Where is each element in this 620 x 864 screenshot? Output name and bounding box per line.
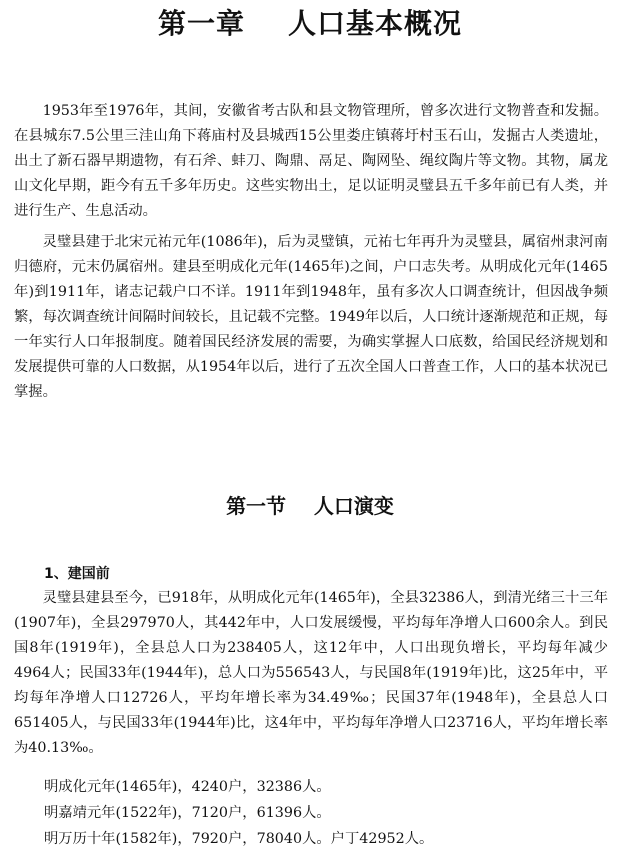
population-record-1: 明成化元年(1465年)，4240户，32386人。 [44, 779, 331, 795]
population-record-3: 明万历十年(1582年)，7920户，78040人。户丁42952人。 [44, 831, 434, 847]
intro-paragraph-1: 1953年至1976年，其间，安徽省考古队和县文物管理所，曾多次进行文物普查和发掘。在县城东7.5公里三洼山角下蒋庙村及县城西15公里娄庄镇蒋圩村玉石山，发掘古人类遗址，出土了新石器早期遗物，有石斧、蚌刀、陶鼎、鬲足、陶网坠、绳纹陶片等文物。其物，属龙山文化早期，距今有五千多年历史。这些实物出土，足以证明灵璧县五千多年前已有人类，并进行生产、生息活动。 [14, 103, 608, 219]
section-title: 第一节 人口演变 [226, 494, 394, 518]
intro-paragraph-2: 灵璧县建于北宋元祐元年(1086年)，后为灵璧镇，元祐七年再升为灵璧县，属宿州隶河南归德府，元末仍属宿州。建县至明成化元年(1465年)之间，户口志失考。从明成化元年(1465年)到1911年，诸志记载户口不详。1911年到1948年，虽有多次人口调查统计，但因战争频繁，每次调查统计间隔时间较长，且记载不完整。1949年以后，人口统计逐渐规范和正规，每一年实行人口年报制度。随着国民经济发展的需要，为确实掌握人口底数，给国民经济规划和发展提供可靠的人口数据，从1954年以后，进行了五次全国人口普查工作，人口的基本状况已掌握。 [14, 234, 608, 400]
population-record-2: 明嘉靖元年(1522年)，7120户，61396人。 [44, 805, 331, 821]
chapter-title: 第一章 人口基本概况 [158, 7, 462, 40]
subsection-paragraph: 灵璧县建县至今，已918年，从明成化元年(1465年)，全县32386人，到清光绪三十三年(1907年)，全县297970人，其442年中，人口发展缓慢，平均每年净增人口600余人。到民国8年(1919年)，全县总人口为238405人，这12年中，人口出现负增长，平均每年减少4964人；民国33年(1944年)，总人口为556543人，与民国8年(1919年)比，这25年中，平均每年净增人口12726人，平均年增长率为34.49‰；民国37年(1948年)，全县总人口651405人，与民国33年(1944年)比，这4年中，平均每年净增人口23716人，平均年增长率为40.13‰。 [14, 590, 608, 756]
subsection-heading: 1、建国前 [44, 566, 110, 582]
